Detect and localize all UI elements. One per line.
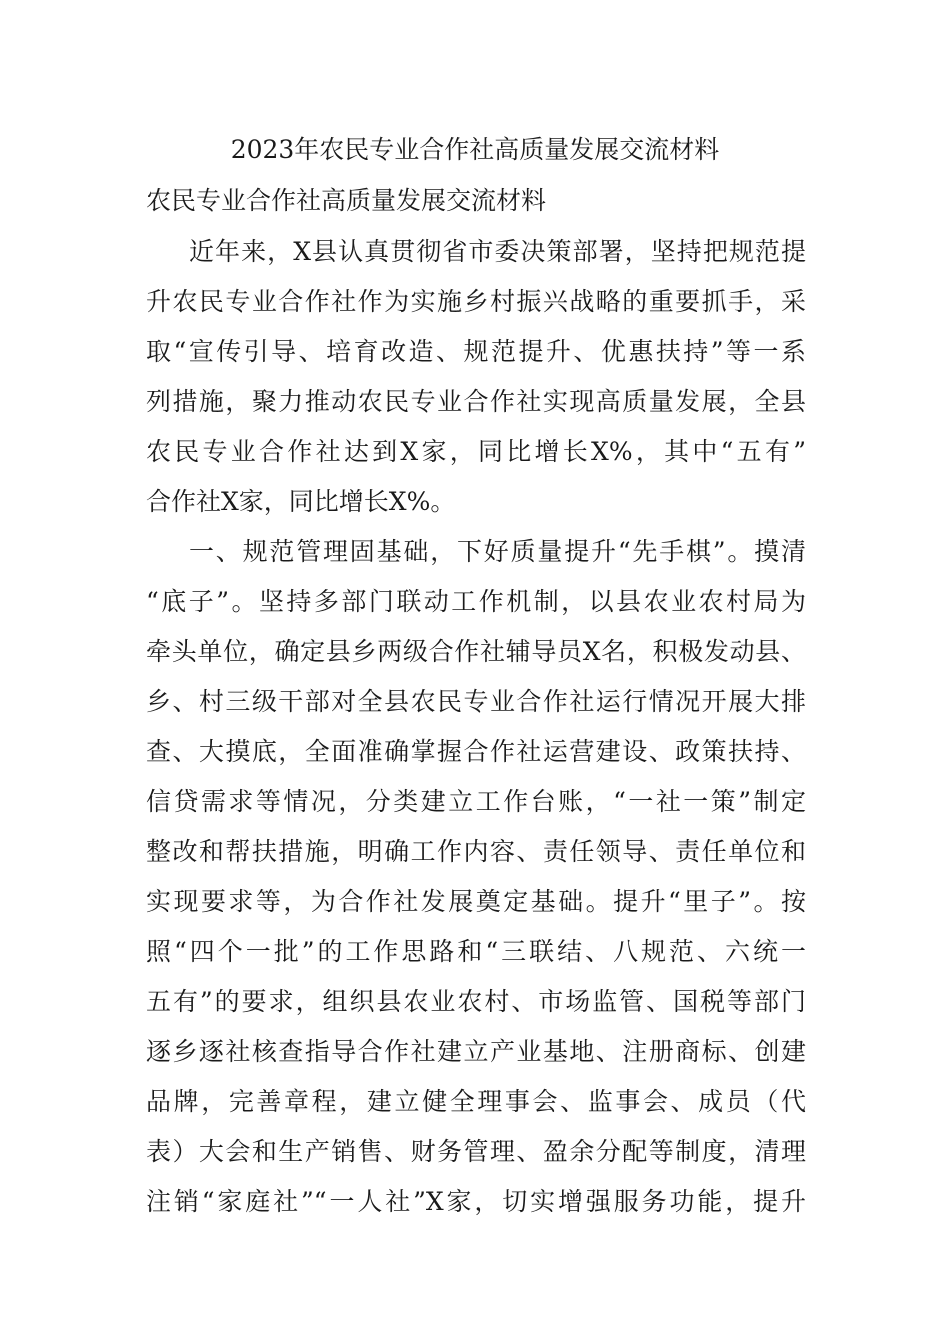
paragraph-line: 一、规范管理固基础，下好质量提升“先手棋”。摸清 [189,537,806,566]
paragraph-line: 整改和帮扶措施，明确工作内容、责任领导、责任单位和 [146,837,806,866]
paragraph-line: 合作社X家，同比增长X%。 [146,487,456,516]
paragraph-line: 农民专业合作社达到X家，同比增长X%，其中“五有” [146,437,806,466]
paragraph-line: 注销“家庭社”“一人社”X家，切实增强服务功能，提升 [146,1187,806,1216]
paragraph-line: 列措施，聚力推动农民专业合作社实现高质量发展，全县 [146,387,806,416]
paragraph-line: 照“四个一批”的工作思路和“三联结、八规范、六统一 [146,937,806,966]
paragraph-line: 取“宣传引导、培育改造、规范提升、优惠扶持”等一系 [146,337,806,366]
document-subtitle: 农民专业合作社高质量发展交流材料 [146,186,547,215]
paragraph-line: 品牌，完善章程，建立健全理事会、监事会、成员（代 [146,1087,806,1116]
paragraph-line: 牵头单位，确定县乡两级合作社辅导员X名，积极发动县、 [146,637,806,666]
paragraph-line: 升农民专业合作社作为实施乡村振兴战略的重要抓手，采 [146,287,806,316]
paragraph-line: 逐乡逐社核查指导合作社建立产业基地、注册商标、创建 [146,1037,806,1066]
paragraph-line: 近年来，X县认真贯彻省市委决策部署，坚持把规范提 [189,237,806,266]
paragraph-line: 查、大摸底，全面准确掌握合作社运营建设、政策扶持、 [146,737,806,766]
document-title: 2023年农民专业合作社高质量发展交流材料 [230,135,720,164]
paragraph-line: “底子”。坚持多部门联动工作机制，以县农业农村局为 [146,587,806,616]
paragraph-line: 信贷需求等情况，分类建立工作台账，“一社一策”制定 [146,787,806,816]
paragraph-line: 五有”的要求，组织县农业农村、市场监管、国税等部门 [146,987,806,1016]
paragraph-line: 实现要求等，为合作社发展奠定基础。提升“里子”。按 [146,887,806,916]
paragraph-line: 表）大会和生产销售、财务管理、盈余分配等制度，清理 [146,1137,806,1166]
paragraph-line: 乡、村三级干部对全县农民专业合作社运行情况开展大排 [146,687,806,716]
